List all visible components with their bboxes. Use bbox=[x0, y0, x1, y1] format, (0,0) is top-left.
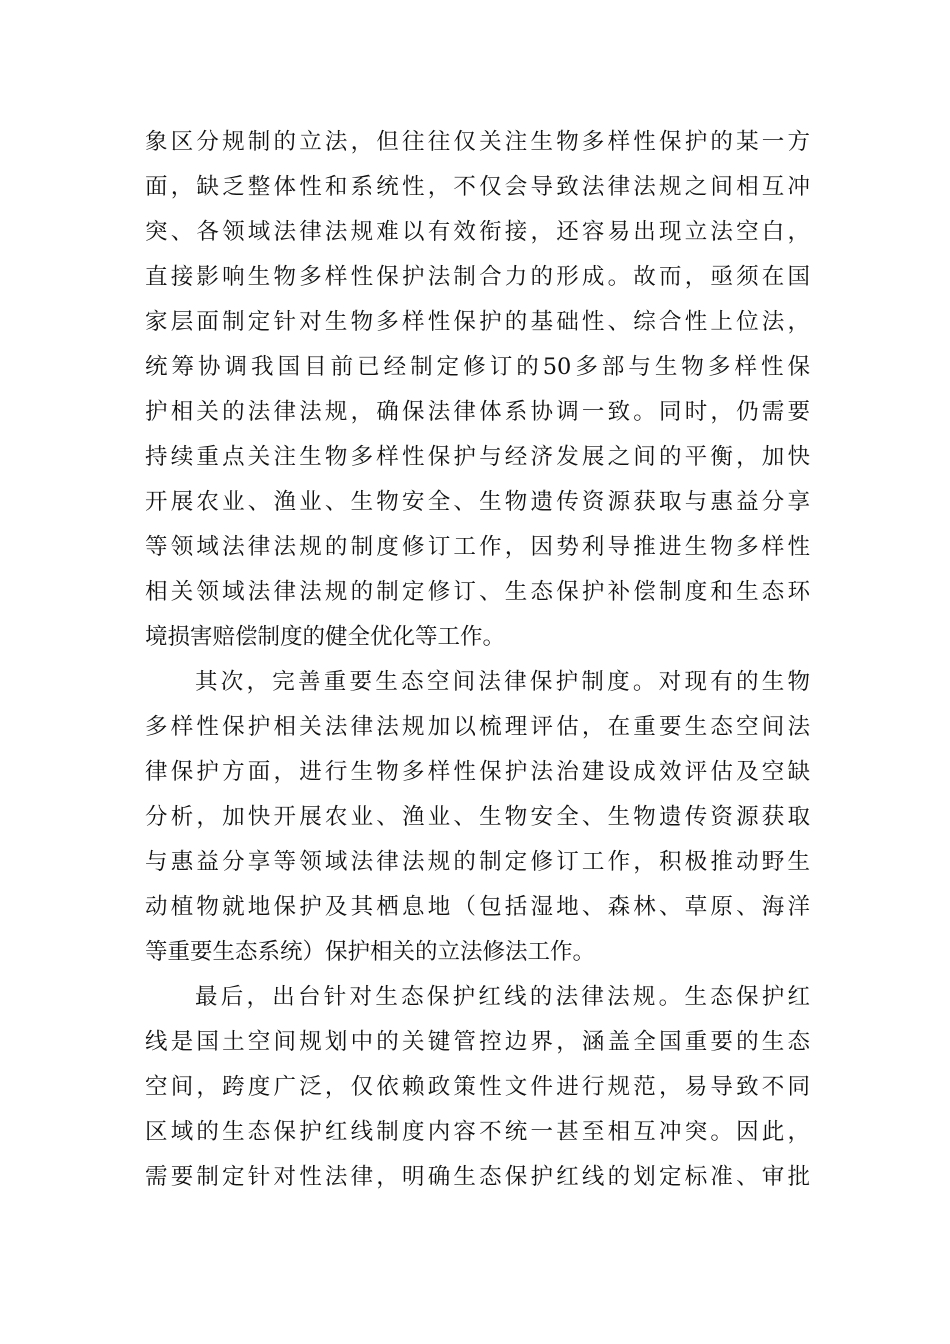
text-line: 家层面制定针对生物多样性保护的基础性、综合性上位法， bbox=[145, 309, 810, 335]
text-line: 象区分规制的立法，但往往仅关注生物多样性保护的某一方 bbox=[145, 129, 810, 155]
paragraph-first-line: 其次，完善重要生态空间法律保护制度。对现有的生物 bbox=[195, 669, 810, 695]
text-line: 相关领域法律法规的制定修订、生态保护补偿制度和生态环 bbox=[145, 579, 810, 605]
text-line: 区域的生态保护红线制度内容不统一甚至相互冲突。因此， bbox=[145, 1119, 810, 1145]
text-line: 分析，加快开展农业、渔业、生物安全、生物遗传资源获取 bbox=[145, 804, 810, 830]
text-line: 直接影响生物多样性保护法制合力的形成。故而，亟须在国 bbox=[145, 264, 810, 290]
body-text bbox=[145, 120, 810, 1200]
text-line: 需要制定针对性法律，明确生态保护红线的划定标准、审批 bbox=[145, 1164, 810, 1190]
text-line: 空间，跨度广泛，仅依赖政策性文件进行规范，易导致不同 bbox=[145, 1074, 810, 1100]
text-line: 面，缺乏整体性和系统性，不仅会导致法律法规之间相互冲 bbox=[145, 174, 810, 200]
text-line: 线是国土空间规划中的关键管控边界，涵盖全国重要的生态 bbox=[145, 1029, 810, 1055]
text-line: 突、各领域法律法规难以有效衔接，还容易出现立法空白， bbox=[145, 219, 810, 245]
text-line: 等领域法律法规的制度修订工作，因势利导推进生物多样性 bbox=[145, 534, 810, 560]
text-line: 律保护方面，进行生物多样性保护法治建设成效评估及空缺 bbox=[145, 759, 810, 785]
text-line: 动植物就地保护及其栖息地（包括湿地、森林、草原、海洋 bbox=[145, 894, 810, 920]
text-line: 统筹协调我国目前已经制定修订的50多部与生物多样性保 bbox=[145, 354, 810, 380]
text-line: 开展农业、渔业、生物安全、生物遗传资源获取与惠益分享 bbox=[145, 489, 810, 515]
text-line: 等重要生态系统）保护相关的立法修法工作。 bbox=[145, 939, 596, 965]
text-line: 与惠益分享等领域法律法规的制定修订工作，积极推动野生 bbox=[145, 849, 810, 875]
text-line: 持续重点关注生物多样性保护与经济发展之间的平衡，加快 bbox=[145, 444, 810, 470]
paragraph-first-line: 最后，出台针对生态保护红线的法律法规。生态保护红 bbox=[195, 984, 810, 1010]
text-line: 境损害赔偿制度的健全优化等工作。 bbox=[145, 624, 506, 650]
text-line: 多样性保护相关法律法规加以梳理评估，在重要生态空间法 bbox=[145, 714, 810, 740]
text-line: 护相关的法律法规，确保法律体系协调一致。同时，仍需要 bbox=[145, 399, 810, 425]
